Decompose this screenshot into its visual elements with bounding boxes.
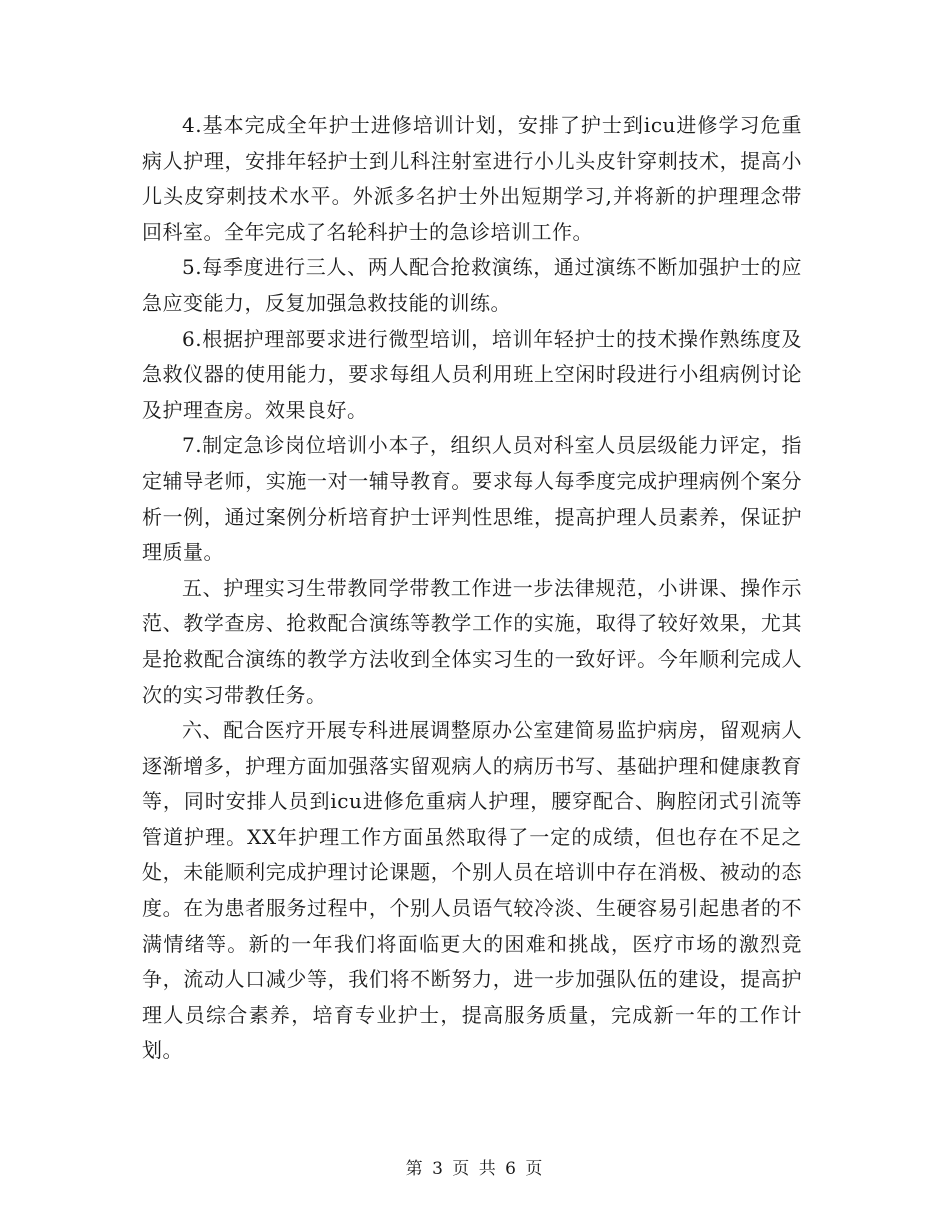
paragraph-section-six: 六、配合医疗开展专科进展调整原办公室建简易监护病房，留观病人逐渐增多，护理方面加强落实留观病人的病历书写、基础护理和健康教育等，同时安排人员到icu进修危重病人护理，腰穿配合、胸腔闭式引流等管道护理。XX年护理工作方面虽然取得了一定的成绩，但也存在不足之处，未能顺利完成护理讨论课题，个别人员在培训中存在消极、被动的态度。在为患者服务过程中，个别人员语气较冷淡、生硬容易引起患者的不满情绪等。新的一年我们将面临更大的困难和挑战，医疗市场的激烈竞争，流动人口减少等，我们将不断努力，进一步加强队伍的建设，提高护理人员综合素养，培育专业护士，提高服务质量，完成新一年的工作计划。: [142, 718, 802, 1063]
paragraph-item-4: 4.基本完成全年护士进修培训计划，安排了护士到icu进修学习危重病人护理，安排年轻护士到儿科注射室进行小儿头皮针穿刺技术，提高小儿头皮穿刺技术水平。外派多名护士外出短期学习,并将新的护理理念带回科室。全年完成了名轮科护士的急诊培训工作。: [142, 113, 802, 244]
paragraph-item-7: 7.制定急诊岗位培训小本子，组织人员对科室人员层级能力评定，指定辅导老师，实施一对一辅导教育。要求每人每季度完成护理病例个案分析一例，通过案例分析培育护士评判性思维，提高护理人员素养，保证护理质量。: [142, 433, 802, 565]
paragraph-section-five: 五、护理实习生带教同学带教工作进一步法律规范，小讲课、操作示范、教学查房、抢救配合演练等教学工作的实施，取得了较好效果，尤其是抢救配合演练的教学方法收到全体实习生的一致好评。今年顺利完成人次的实习带教任务。: [142, 575, 802, 707]
document-body: [142, 108, 802, 1069]
page-number-footer: 第 3 页 共 6 页: [405, 1159, 545, 1179]
paragraph-item-5: 5.每季度进行三人、两人配合抢救演练，通过演练不断加强护士的应急应变能力，反复加强急救技能的训练。: [142, 255, 802, 315]
paragraph-item-6: 6.根据护理部要求进行微型培训，培训年轻护士的技术操作熟练度及急救仪器的使用能力，要求每组人员利用班上空闲时段进行小组病例讨论及护理查房。效果良好。: [142, 326, 802, 422]
